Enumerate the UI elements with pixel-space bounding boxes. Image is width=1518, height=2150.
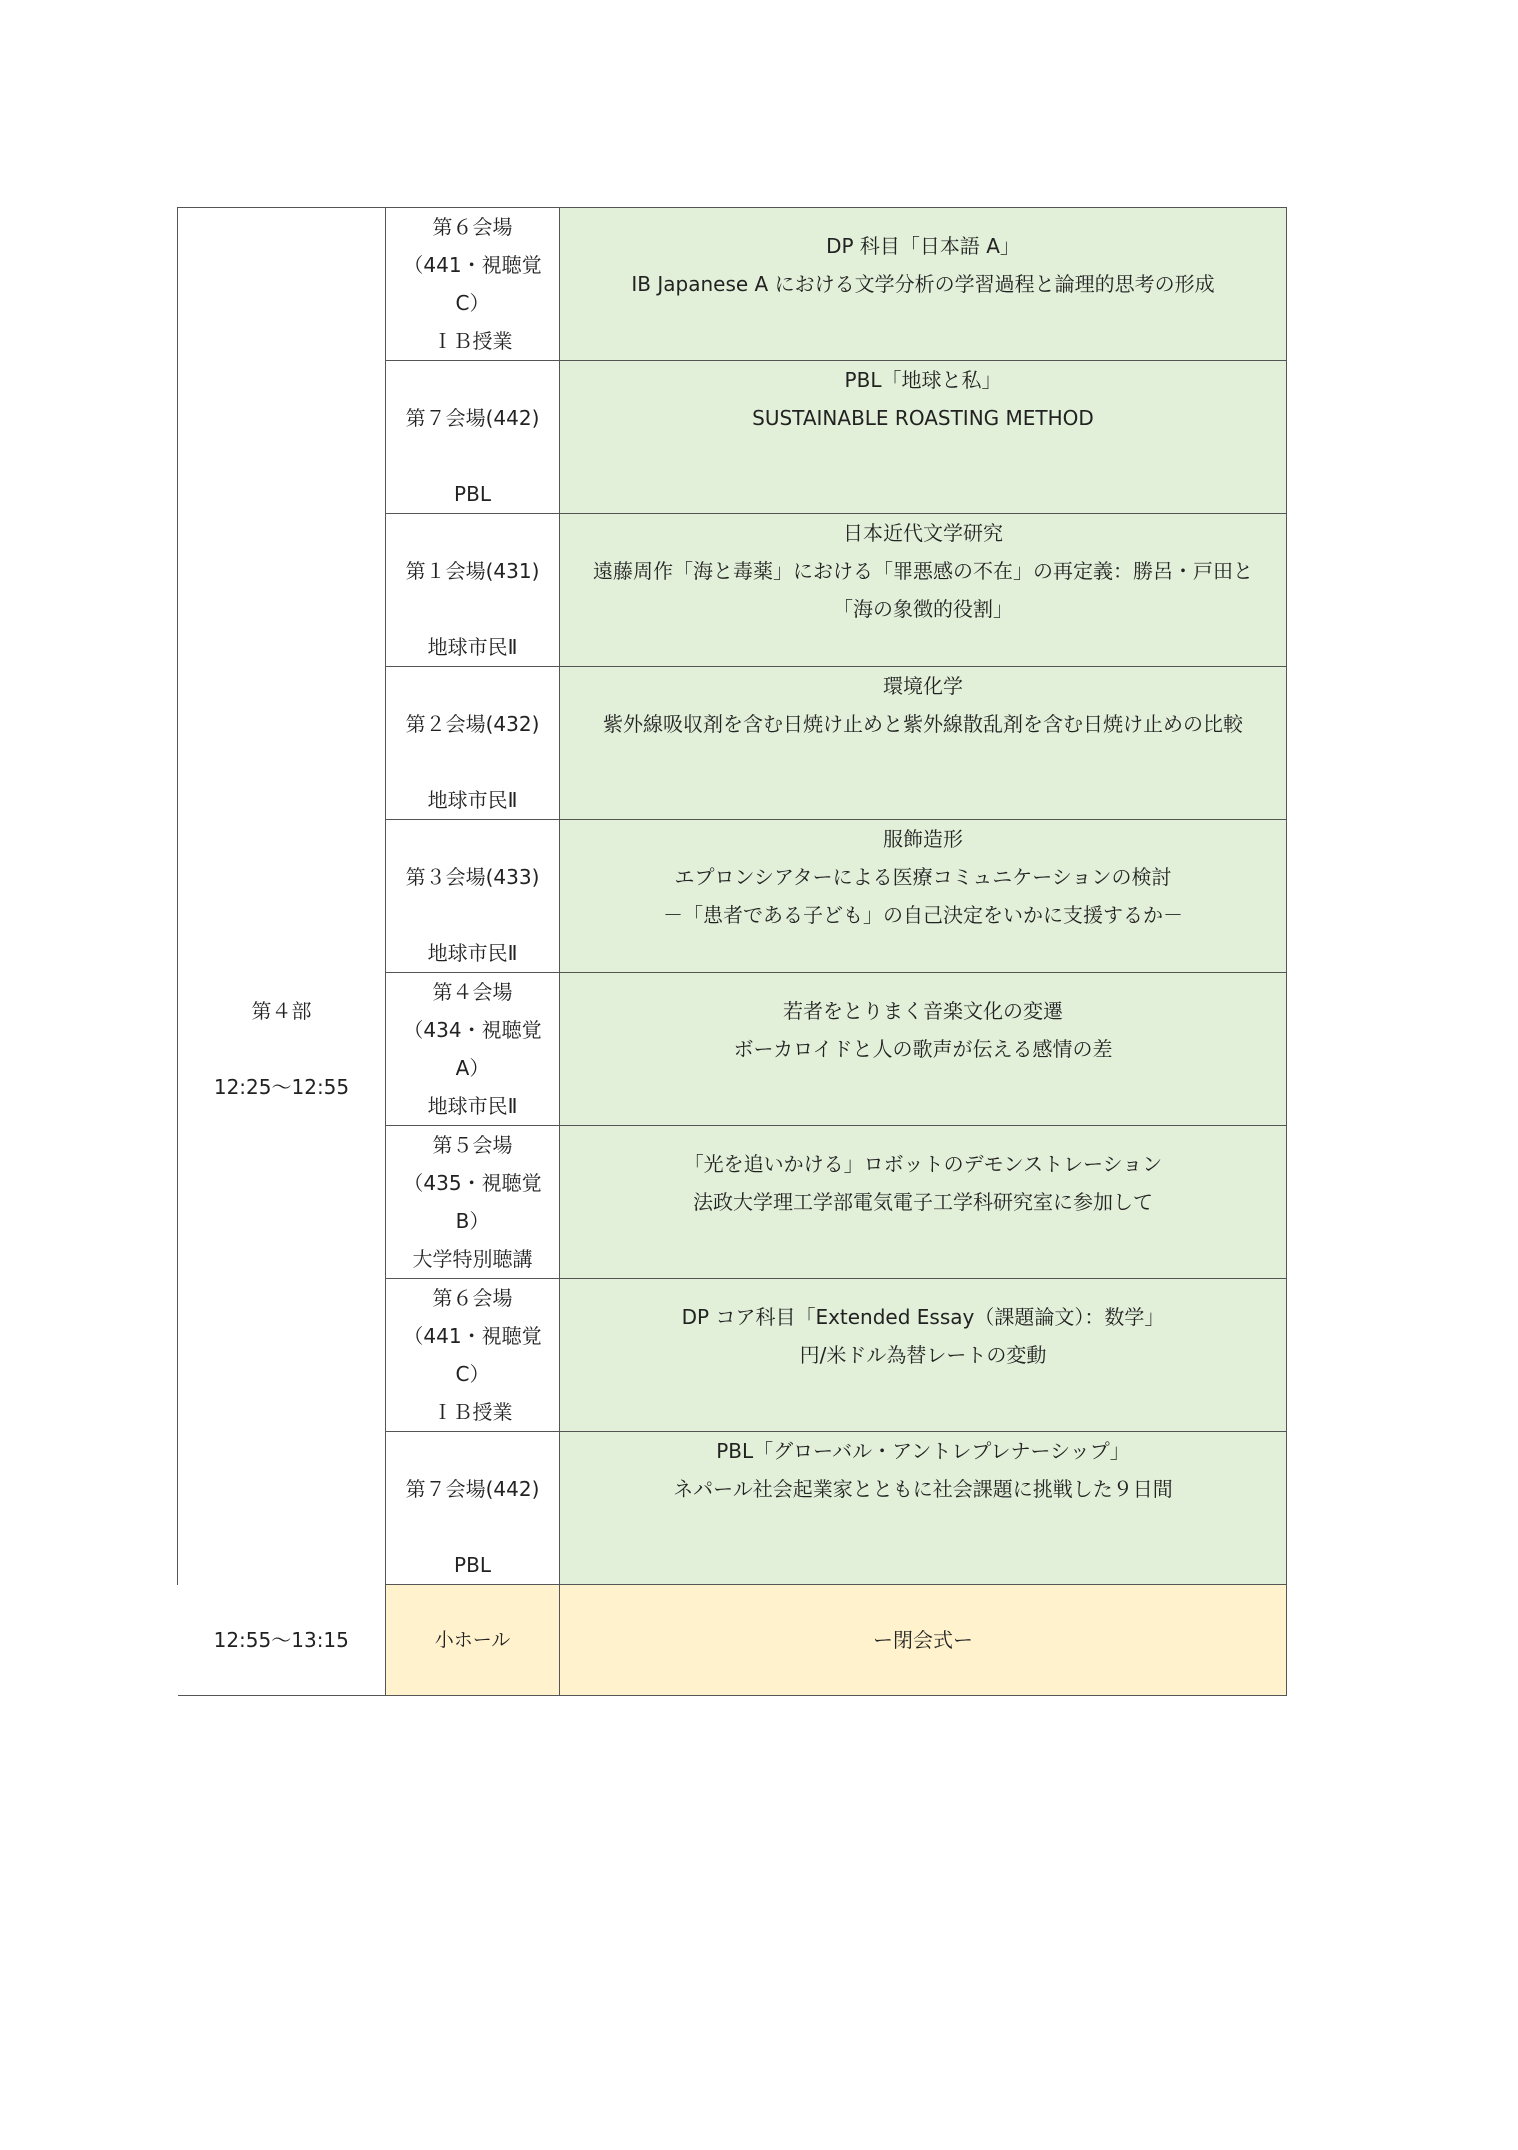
venue-line: （434・視聴覚 <box>403 1018 542 1042</box>
topic-line: 円/米ドル為替レートの変動 <box>799 1343 1047 1367</box>
topic-line: ネパール社会起業家とともに社会課題に挑戦した９日間 <box>673 1477 1173 1501</box>
venue-line <box>386 820 559 858</box>
topic-line: エプロンシアターによる医療コミュニケーションの検討 <box>674 865 1172 889</box>
venue-line <box>386 514 559 552</box>
venue-line <box>386 361 559 399</box>
venue-line: 第４会場 <box>432 980 513 1004</box>
topic-line: 若者をとりまく音楽文化の変遷 <box>783 999 1063 1023</box>
venue-line: B） <box>455 1209 490 1233</box>
venue-cell <box>386 1432 560 1585</box>
venue-line: 第７会場(442) <box>405 406 540 430</box>
venue-line <box>386 437 559 475</box>
venue-line <box>386 590 559 628</box>
venue-line: （435・視聴覚 <box>403 1171 542 1195</box>
closing-event: ー閉会式ー <box>560 1585 1287 1696</box>
venue-line: ＩＢ授業 <box>432 329 513 353</box>
venue-cell <box>386 208 560 361</box>
venue-line: 第５会場 <box>432 1133 513 1157</box>
topic-line: 「光を追いかける」ロボットのデモンストレーション <box>683 1152 1163 1176</box>
venue-line: A） <box>455 1056 490 1080</box>
topic-cell <box>560 361 1287 514</box>
venue-line: 第１会場(431) <box>405 559 540 583</box>
venue-line <box>386 667 559 705</box>
topic-line: －「患者である子ども」の自己決定をいかに支援するか－ <box>663 903 1183 927</box>
venue-cell <box>386 514 560 667</box>
topic-line: PBL「グローバル・アントレプレナーシップ」 <box>716 1439 1130 1463</box>
topic-line: 遠藤周作「海と毒薬」における「罪悪感の不在」の再定義：勝呂・戸田と <box>593 559 1253 583</box>
venue-line: C） <box>455 291 490 315</box>
part-label: 第４部 <box>251 999 312 1023</box>
venue-line <box>386 743 559 781</box>
closing-time: 12:55〜13:15 <box>178 1585 386 1696</box>
venue-cell <box>386 820 560 973</box>
part-cell <box>178 514 386 1585</box>
venue-cell <box>386 1279 560 1432</box>
venue-cell <box>386 1126 560 1279</box>
topic-line: 服飾造形 <box>883 827 963 851</box>
table-row <box>178 208 1287 361</box>
topic-line: 紫外線吸収剤を含む日焼け止めと紫外線散乱剤を含む日焼け止めの比較 <box>603 712 1243 736</box>
venue-line: 地球市民Ⅱ <box>427 941 518 965</box>
topic-cell <box>560 1279 1287 1432</box>
venue-line: 第６会場 <box>432 1286 513 1310</box>
venue-line: ＩＢ授業 <box>432 1400 513 1424</box>
venue-cell <box>386 361 560 514</box>
topic-cell <box>560 514 1287 667</box>
venue-line: 地球市民Ⅱ <box>427 788 518 812</box>
venue-line: C） <box>455 1362 490 1386</box>
venue-line: 地球市民Ⅱ <box>427 635 518 659</box>
venue-line: 第６会場 <box>432 215 513 239</box>
topic-line: DP コア科目「Extended Essay（課題論文）：数学」 <box>681 1305 1165 1329</box>
venue-line <box>386 896 559 934</box>
part-cell-continued <box>178 208 386 514</box>
topic-line: PBL「地球と私」 <box>844 368 1002 392</box>
venue-line: 第３会場(433) <box>405 865 540 889</box>
venue-line: 地球市民Ⅱ <box>427 1094 518 1118</box>
table-row <box>178 514 1287 667</box>
venue-cell <box>386 667 560 820</box>
topic-line: IB Japanese A における文学分析の学習過程と論理的思考の形成 <box>631 272 1215 296</box>
closing-row <box>178 1585 1287 1696</box>
topic-line: SUSTAINABLE ROASTING METHOD <box>752 406 1094 430</box>
venue-line: 第７会場(442) <box>405 1477 540 1501</box>
closing-venue: 小ホール <box>386 1585 560 1696</box>
topic-line: 環境化学 <box>883 674 963 698</box>
venue-line <box>386 1432 559 1470</box>
topic-line: 日本近代文学研究 <box>843 521 1003 545</box>
topic-line: 「海の象徴的役割」 <box>833 597 1013 621</box>
topic-cell <box>560 208 1287 361</box>
topic-line: 法政大学理工学部電気電子工学科研究室に参加して <box>693 1190 1153 1214</box>
topic-cell <box>560 1432 1287 1585</box>
venue-line: 大学特別聴講 <box>412 1247 533 1271</box>
topic-line: ボーカロイドと人の歌声が伝える感情の差 <box>733 1037 1113 1061</box>
topic-cell <box>560 1126 1287 1279</box>
venue-line: PBL <box>454 1553 491 1577</box>
venue-line: （441・視聴覚 <box>403 1324 542 1348</box>
venue-line: （441・視聴覚 <box>403 253 542 277</box>
topic-cell <box>560 973 1287 1126</box>
part-time: 12:25〜12:55 <box>213 1075 350 1099</box>
topic-cell <box>560 820 1287 973</box>
venue-line: PBL <box>454 482 491 506</box>
venue-cell <box>386 973 560 1126</box>
venue-line <box>386 1508 559 1546</box>
venue-line: 第２会場(432) <box>405 712 540 736</box>
topic-cell <box>560 667 1287 820</box>
schedule-table <box>177 207 1287 1696</box>
topic-line: DP 科目「日本語 A」 <box>826 234 1020 258</box>
